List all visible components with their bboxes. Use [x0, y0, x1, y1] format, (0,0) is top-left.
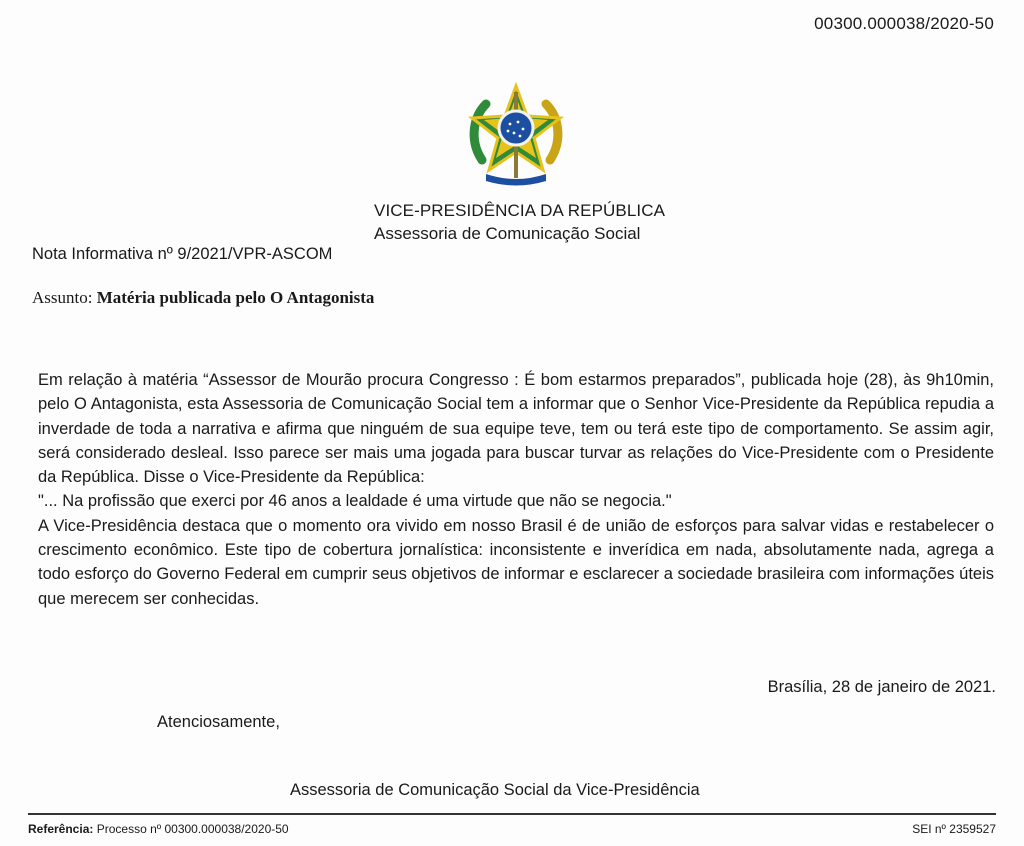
- document-body: [38, 368, 994, 611]
- body-quote: "... Na profissão que exerci por 46 anos a lealdade é uma virtude que não se negocia.": [38, 492, 672, 511]
- subject-label: Assunto:: [32, 288, 93, 307]
- footer-reference: [28, 822, 289, 836]
- footer-divider: [28, 813, 996, 815]
- body-paragraph-1: Em relação à matéria “Assessor de Mourão procura Congresso : É bom estarmos preparados”, publicada hoje (28), às 9h10min, pelo O Antagonista, esta Assessoria de Comunicação Social tem a informar que o Senhor Vice-Presidente da República repudia a inverdade de toda a narrativa e afirma que ninguém de sua equipe teve, tem ou terá este tipo de comportamento. Se assim agir, será considerado desleal. Isso parece ser mais uma jogada para buscar turvar as relações do Vice-Presidente com o Presidente da República. Disse o Vice-Presidente da República:: [38, 371, 994, 487]
- process-number: 00300.000038/2020-50: [814, 14, 994, 33]
- reference-text: Processo nº 00300.000038/2020-50: [96, 822, 289, 836]
- reference-label: Referência:: [28, 822, 94, 836]
- document-number: Nota Informativa nº 9/2021/VPR-ASCOM: [32, 245, 333, 263]
- organization-header: [374, 199, 665, 245]
- org-department: Assessoria de Comunicação Social: [374, 224, 641, 243]
- body-paragraph-2: A Vice-Presidência destaca que o momento ora vivido em nosso Brasil é de união de esforços para salvar vidas e restabelecer o crescimento econômico. Este tipo de cobertura jornalística: inconsistente e inverídica em nada, absolutamente nada, agrega a todo esforço do Governo Federal em cumprir seus objetivos de informar e esclarecer a sociedade brasileira com informações úteis que merecem ser conhecidas.: [38, 516, 994, 608]
- subject-line: [32, 288, 374, 308]
- brazil-coat-of-arms-icon: [468, 82, 564, 186]
- subject-text: Matéria publicada pelo O Antagonista: [96, 288, 375, 307]
- closing: Atenciosamente,: [157, 713, 280, 731]
- signature: Assessoria de Comunicação Social da Vice-Presidência: [290, 781, 700, 799]
- org-name: VICE-PRESIDÊNCIA DA REPÚBLICA: [374, 201, 666, 220]
- date-line: Brasília, 28 de janeiro de 2021.: [767, 678, 996, 696]
- sei-number: SEI nº 2359527: [912, 822, 996, 836]
